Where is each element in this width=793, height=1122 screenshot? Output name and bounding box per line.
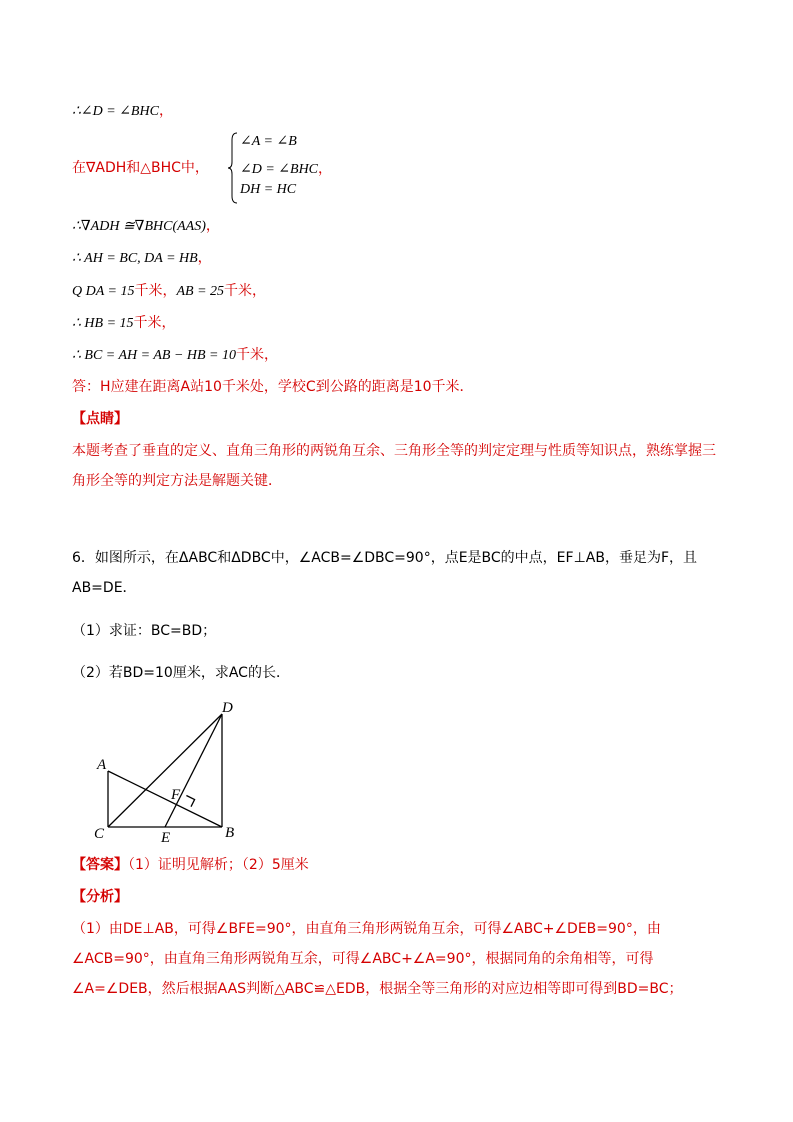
label-b: B	[225, 825, 235, 841]
proof-line-4: ∴ AH = BC, DA = HB，	[72, 250, 212, 266]
proof-line-2-label: 在∇ADH和△BHC中，	[72, 160, 209, 176]
proof-line-5: Q DA = 15千米，AB = 25千米，	[72, 283, 267, 299]
comment-heading: 【点睛】	[72, 411, 128, 427]
proof-line-7: ∴ BC = AH = AB − HB = 10千米，	[72, 347, 279, 363]
problem-question-1: （1）求证：BC=BD；	[72, 623, 217, 639]
geometry-figure	[88, 696, 248, 848]
problem-stem: 6．如图所示，在ΔABC和ΔDBC中，∠ACB=∠DBC=90°，点E是BC的中点，EF⊥AB，垂足为F，且AB=DE．	[72, 550, 698, 596]
analysis-text: （1）由DE⊥AB，可得∠BFE=90°，由直角三角形两锐角互余，可得∠ABC+∠DEB=90°，由∠ACB=90°，由直角三角形两锐角互余，可得∠ABC+∠A=90°，根据同角的余角相等，可得∠A=∠DEB，然后根据AAS判断△ABC≌△EDB，根据全等三角形的对应边相等即可得到BD=BC；	[72, 921, 683, 997]
proof-line-3: ∴∇ADH ≅∇BHC(AAS)，	[72, 218, 220, 234]
answer-line: 【答案】（1）证明见解析；（2）5厘米	[72, 857, 309, 873]
label-f: F	[171, 787, 181, 803]
proof-line-1: ∴∠D = ∠BHC，	[72, 103, 173, 119]
segment-ed	[165, 714, 222, 827]
system-line-3: DH = HC	[240, 182, 297, 197]
comment-text: 本题考查了垂直的定义、直角三角形的两锐角互余、三角形全等的判定定理与性质等知识点，熟练掌握三角形全等的判定方法是解题关键．	[72, 443, 716, 489]
label-e: E	[161, 830, 171, 846]
system-brace	[228, 132, 238, 204]
proof-line-6: ∴ HB = 15千米，	[72, 315, 176, 331]
label-a: A	[97, 757, 107, 773]
problem-question-2: （2）若BD=10厘米，求AC的长．	[72, 665, 290, 681]
analysis-heading: 【分析】	[72, 889, 128, 905]
label-c: C	[94, 826, 105, 842]
segment-ab	[108, 771, 222, 827]
label-d: D	[222, 700, 233, 716]
right-angle-mark	[186, 796, 194, 807]
system-line-1: ∠A = ∠B	[240, 134, 297, 149]
proof-conclusion: 答：H应建在距离A站10千米处，学校C到公路的距离是10千米．	[72, 379, 474, 395]
system-line-2: ∠D = ∠BHC，	[240, 161, 333, 177]
segment-cd	[108, 714, 222, 827]
